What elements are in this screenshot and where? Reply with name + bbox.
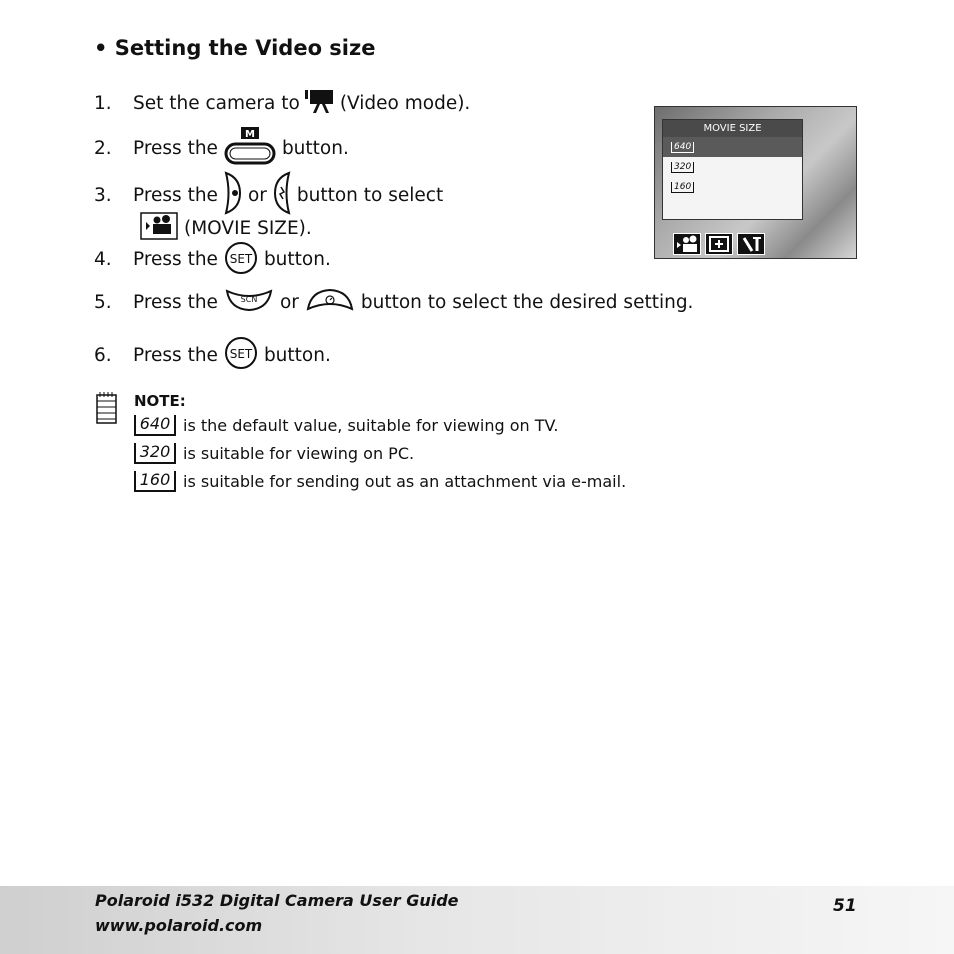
camera-lcd-screenshot xyxy=(654,106,857,259)
step-text: (MOVIE SIZE). xyxy=(184,218,312,239)
set-label: SET xyxy=(229,347,253,361)
step-text: Press the xyxy=(133,138,218,159)
step-number: 4. xyxy=(94,249,112,270)
step-4 xyxy=(94,238,331,281)
step-text: button to select the desired setting. xyxy=(360,292,694,313)
size-option: 640 xyxy=(671,142,694,153)
movie-tab-icon xyxy=(673,233,701,255)
size-option: 320 xyxy=(671,162,694,173)
size-640-icon: 640 xyxy=(134,415,176,436)
step-text: or xyxy=(279,292,299,313)
size-320-icon: 320 xyxy=(134,443,176,464)
section-heading: • Setting the Video size xyxy=(94,36,376,60)
set-label: SET xyxy=(229,252,253,266)
step-text: Set the camera to xyxy=(133,93,300,114)
step-2 xyxy=(94,126,349,171)
set-button-icon xyxy=(224,238,258,281)
left-scene-button-icon xyxy=(224,287,274,318)
step-text: button to select xyxy=(296,185,444,206)
setup-tab-icon xyxy=(737,233,765,255)
step-number: 1. xyxy=(94,93,112,114)
menu-title: MOVIE SIZE xyxy=(663,120,802,137)
page-number: 51 xyxy=(833,896,857,916)
note-item xyxy=(134,415,559,436)
note-icon xyxy=(95,391,119,429)
scn-label: SCN xyxy=(240,295,258,304)
step-number: 3. xyxy=(94,185,112,206)
movie-size-menu xyxy=(662,119,803,220)
menu-option xyxy=(663,177,802,197)
exposure-tab-icon xyxy=(705,233,733,255)
note-text: is suitable for viewing on PC. xyxy=(183,444,415,463)
step-number: 5. xyxy=(94,292,112,313)
note-text: is suitable for sending out as an attachment via e-mail. xyxy=(183,472,627,491)
video-mode-icon xyxy=(305,88,335,119)
set-button-icon xyxy=(224,334,258,377)
footer-title: Polaroid i532 Digital Camera User Guide xyxy=(95,891,459,910)
size-160-icon: 160 xyxy=(134,471,176,492)
size-option: 160 xyxy=(671,182,694,193)
note-title: NOTE: xyxy=(134,392,186,410)
menu-button-icon xyxy=(224,126,276,171)
note-text: is the default value, suitable for viewing on TV. xyxy=(183,416,559,435)
step-text: button. xyxy=(263,345,331,366)
step-text: button. xyxy=(263,249,331,270)
step-text: button. xyxy=(281,138,349,159)
menu-option-selected xyxy=(663,137,802,157)
step-text: (Video mode). xyxy=(339,93,471,114)
footer-url: www.polaroid.com xyxy=(95,916,263,935)
step-text: Press the xyxy=(133,292,218,313)
step-1 xyxy=(94,88,470,119)
step-number: 6. xyxy=(94,345,112,366)
m-label: M xyxy=(244,129,255,140)
step-text: or xyxy=(247,185,267,206)
menu-tab-bar xyxy=(673,233,765,255)
step-5 xyxy=(94,287,693,318)
note-item xyxy=(134,471,626,492)
step-number: 2. xyxy=(94,138,112,159)
note-item xyxy=(134,443,414,464)
step-6 xyxy=(94,334,331,377)
menu-option xyxy=(663,157,802,177)
step-text: Press the xyxy=(133,249,218,270)
step-text: Press the xyxy=(133,345,218,366)
right-selftimer-button-icon xyxy=(305,287,355,318)
step-text: Press the xyxy=(133,185,218,206)
